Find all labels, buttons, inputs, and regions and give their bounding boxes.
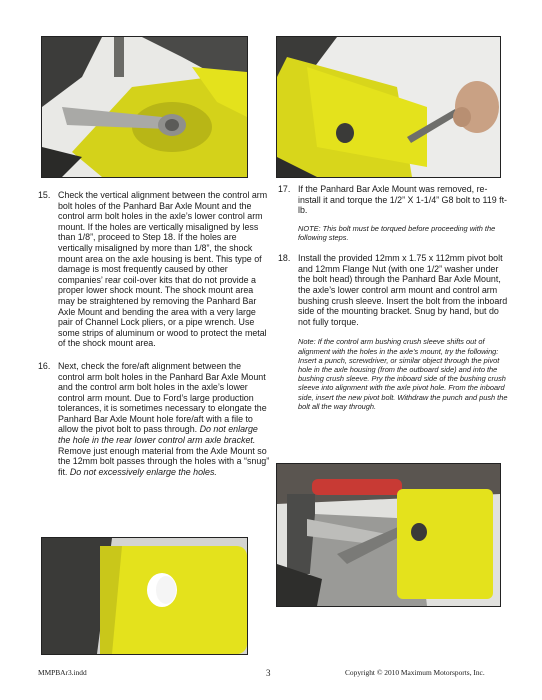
photo-punch-alignment (276, 463, 501, 607)
footer-filename: MMPBAr3.indd (38, 668, 87, 677)
step-number: 18. (278, 253, 291, 264)
step-17-note: NOTE: This bolt must be torqued before proceeding with the following steps. (298, 223, 496, 242)
step-text: If the Panhard Bar Axle Mount was removed, re-install it and torque the 1/2” X 1-1/4” G8 bolt to 119 ft-lb. (298, 184, 508, 216)
step-number: 17. (278, 184, 291, 194)
step-text: Remove just enough material from the Axle Mount so the 12mm bolt passes through the holes with a “snug” fit. (58, 445, 270, 477)
footer-page-number: 3 (266, 668, 271, 678)
step-number: 15. (38, 190, 51, 200)
photo-bolt-insertion (276, 36, 501, 178)
step-16 (38, 361, 270, 478)
step-17 (278, 184, 510, 216)
left-column (38, 190, 270, 489)
warning-text: Do not enlarge the hole in the rear lower control arm axle bracket. (58, 424, 258, 446)
warning-text: Do not excessively enlarge the holes. (69, 466, 217, 477)
step-number: 16. (38, 360, 51, 371)
step-text: Next, check the fore/aft alignment between the control arm bolt holes in the Panhard Bar Axle Mount and the control arm bolt holes in the axle’s lower control arm mount. Due to Ford’s large production tolerances, it is sometimes necessary to elongate the Panhard Bar Axle Mount hole fore/aft with a file to allow the pivot bolt to pass through. (58, 360, 267, 435)
photo-elongated-hole (41, 537, 248, 655)
step-18-note: Note: If the control arm bushing crush sleeve shifts out of alignment with the holes in the axle’s mount, try the following: Insert a punch, screwdriver, or similar object through the pivot hole in the axle housing (from the outboard side) and into the bushing crush sleeve. Pry the inboard side of the bushing crush sleeve into alignment with the axle pivot hole. From the inboard side, insert the new pivot bolt. Withdraw the punch and push the bolt all the way through. (298, 337, 508, 411)
right-column (278, 184, 510, 422)
step-15 (38, 190, 270, 349)
step-text: Install the provided 12mm x 1.75 x 112mm pivot bolt and 12mm Flange Nut (with one 1/2” washer under the bolt head) through the Panhard Bar Axle Mount, the axle’s lower control arm mount and control arm bushing crush sleeve. Insert the bolt from the inboard side of the mounting bracket. Snug by hand, but do not fully torque. (298, 253, 508, 327)
step-18 (278, 253, 510, 327)
step-text: Check the vertical alignment between the control arm bolt holes of the Panhard Bar Axle Mount and the control arm bolt holes in the axle’s lower control arm mount. If the holes are vertically misaligned by less than 1/8”, proceed to Step 18. If the holes are vertically misaligned by more than 1/8”, the shock mount area on the axle housing is bent. This type of damage is most frequently caused by other companies’ rear coil-over kits that do not provide a proper lower shock mount. The shock mount area may be straightened by removing the Panhard Bar Axle Mount and bending the area with a very large pair of Channel Lock pliers, or a pipe wrench. Use some strips of aluminum or wood to protect the metal of the shock mount area. (58, 190, 268, 349)
footer-copyright: Copyright © 2010 Maximum Motorsports, Inc. (345, 668, 485, 677)
photo-axle-mount-alignment (41, 36, 248, 178)
